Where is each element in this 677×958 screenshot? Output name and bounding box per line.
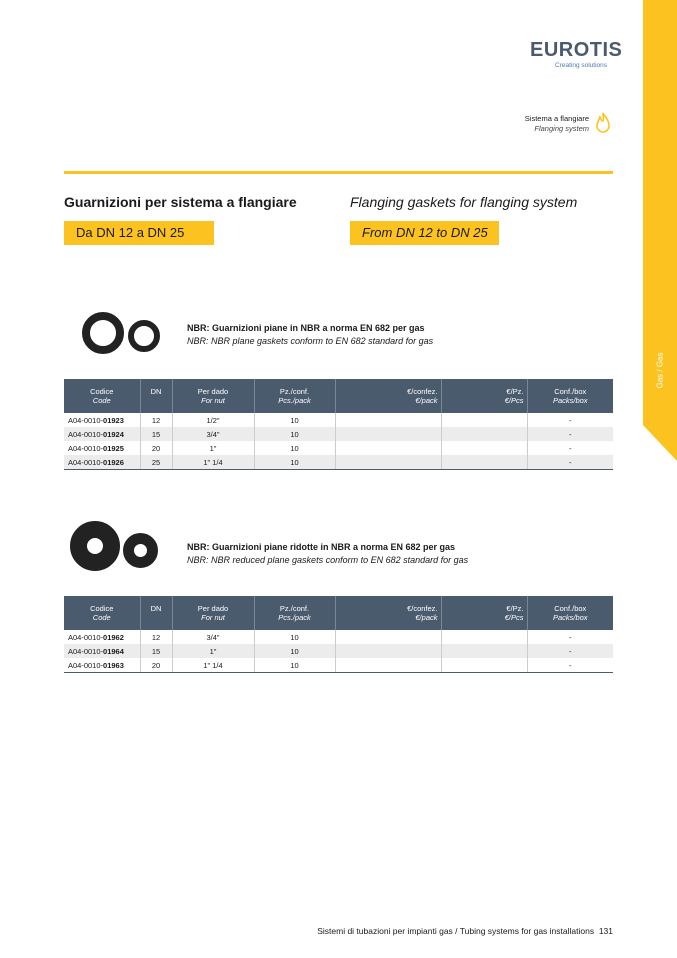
cell-dn: 20 — [140, 441, 172, 455]
cell-nut: 3/4" — [172, 630, 254, 644]
cell-price-pack — [335, 644, 441, 658]
col-pcs: Pz./conf. Pcs./pack — [254, 596, 335, 630]
cell-pcs-pack: 10 — [254, 455, 335, 470]
col-pcs: Pz./conf. Pcs./pack — [254, 379, 335, 413]
cell-price-pack — [335, 427, 441, 441]
reduced-gasket-image — [70, 521, 120, 571]
cell-dn: 12 — [140, 630, 172, 644]
col-packs-box: Conf./box Packs/box — [527, 379, 613, 413]
cell-pcs-pack: 10 — [254, 630, 335, 644]
section-label: Sistema a flangiare Flanging system — [524, 114, 589, 133]
cell-nut: 1" — [172, 441, 254, 455]
cell-packs-box: - — [527, 644, 613, 658]
cell-price-pack — [335, 413, 441, 427]
cell-price-pack — [335, 658, 441, 673]
product-description: NBR: Guarnizioni piane in NBR a norma EN 682 per gas NBR: NBR plane gaskets conform to EN 682 standard for gas — [187, 323, 434, 346]
logo: EUROTIS — [530, 39, 623, 61]
table-row — [64, 644, 613, 658]
cell-price-pcs — [441, 441, 527, 455]
gasket-image — [82, 312, 124, 354]
cell-code: A04-0010-01923 — [64, 413, 140, 427]
cell-price-pcs — [441, 630, 527, 644]
cell-packs-box: - — [527, 455, 613, 470]
cell-price-pcs — [441, 413, 527, 427]
cell-packs-box: - — [569, 632, 572, 642]
col-price-pcs: €/Pz. €/Pcs — [441, 379, 527, 413]
cell-price-pcs — [441, 658, 527, 673]
cell-packs-box: - — [527, 658, 613, 673]
col-code: Codice Code — [64, 379, 140, 413]
range-badge-en: From DN 12 to DN 25 — [350, 221, 499, 245]
side-tab-label: Gas / Gas — [655, 351, 665, 389]
cell-price-pack — [335, 455, 441, 470]
cell-dn: 15 — [140, 644, 172, 658]
page-number: 131 — [598, 926, 613, 936]
col-price-pcs: €/Pz. €/Pcs — [441, 596, 527, 630]
cell-dn: 12 — [140, 413, 172, 427]
cell-code: A04-0010-01926 — [64, 455, 140, 470]
side-tab-corner — [643, 425, 677, 461]
cell-dn: 25 — [140, 455, 172, 470]
table-row — [64, 455, 613, 470]
product-description: NBR: Guarnizioni piane ridotte in NBR a norma EN 682 per gas NBR: NBR reduced plane gaskets conform to EN 682 standard for gas — [187, 542, 469, 565]
cell-price-pack — [335, 441, 441, 455]
col-nut: Per dado For nut — [172, 596, 254, 630]
product-table — [64, 379, 613, 470]
cell-packs-box: - — [569, 443, 572, 453]
reduced-gasket-image — [123, 533, 158, 568]
cell-price-pcs — [441, 427, 527, 441]
product-table — [64, 596, 613, 673]
cell-packs-box: - — [569, 415, 572, 425]
table-row — [64, 658, 613, 673]
cell-price-pcs — [441, 455, 527, 470]
cell-code: A04-0010-01924 — [64, 427, 140, 441]
cell-packs-box: - — [527, 427, 613, 441]
cell-pcs-pack: 10 — [254, 644, 335, 658]
col-dn: DN — [140, 379, 172, 413]
range-badge-it: Da DN 12 a DN 25 — [64, 221, 214, 245]
col-price-pack: €/confez. €/pack — [335, 596, 441, 630]
cell-nut: 1" — [172, 644, 254, 658]
col-code: Codice Code — [64, 596, 140, 630]
cell-nut: 1" 1/4 — [172, 658, 254, 673]
cell-code: A04-0010-01925 — [64, 441, 140, 455]
cell-code: A04-0010-01963 — [64, 658, 140, 673]
flame-icon — [594, 111, 612, 135]
title-en: Flanging gaskets for flanging system — [350, 194, 578, 210]
title-it: Guarnizioni per sistema a flangiare — [64, 194, 297, 210]
divider — [64, 171, 613, 174]
col-dn: DN — [140, 596, 172, 630]
cell-price-pcs — [441, 644, 527, 658]
table-row — [64, 413, 613, 427]
col-nut: Per dado For nut — [172, 379, 254, 413]
gasket-image — [128, 320, 160, 352]
logo-tagline: Creating solutions — [555, 62, 608, 69]
cell-code: A04-0010-01962 — [64, 630, 140, 644]
cell-pcs-pack: 10 — [254, 427, 335, 441]
cell-dn: 20 — [140, 658, 172, 673]
col-price-pack: €/confez. €/pack — [335, 379, 441, 413]
cell-nut: 1" 1/4 — [172, 455, 254, 470]
col-packs-box: Conf./box Packs/box — [527, 596, 613, 630]
cell-pcs-pack: 10 — [254, 441, 335, 455]
table-row — [64, 427, 613, 441]
cell-pcs-pack: 10 — [254, 658, 335, 673]
cell-price-pack — [335, 630, 441, 644]
footer: Sistemi di tubazioni per impianti gas / Tubing systems for gas installations 131 — [317, 926, 613, 936]
table-row — [64, 630, 613, 644]
cell-pcs-pack: 10 — [254, 413, 335, 427]
table-row — [64, 441, 613, 455]
cell-dn: 15 — [140, 427, 172, 441]
cell-code: A04-0010-01964 — [64, 644, 140, 658]
cell-nut: 3/4" — [172, 427, 254, 441]
cell-nut: 1/2" — [172, 413, 254, 427]
